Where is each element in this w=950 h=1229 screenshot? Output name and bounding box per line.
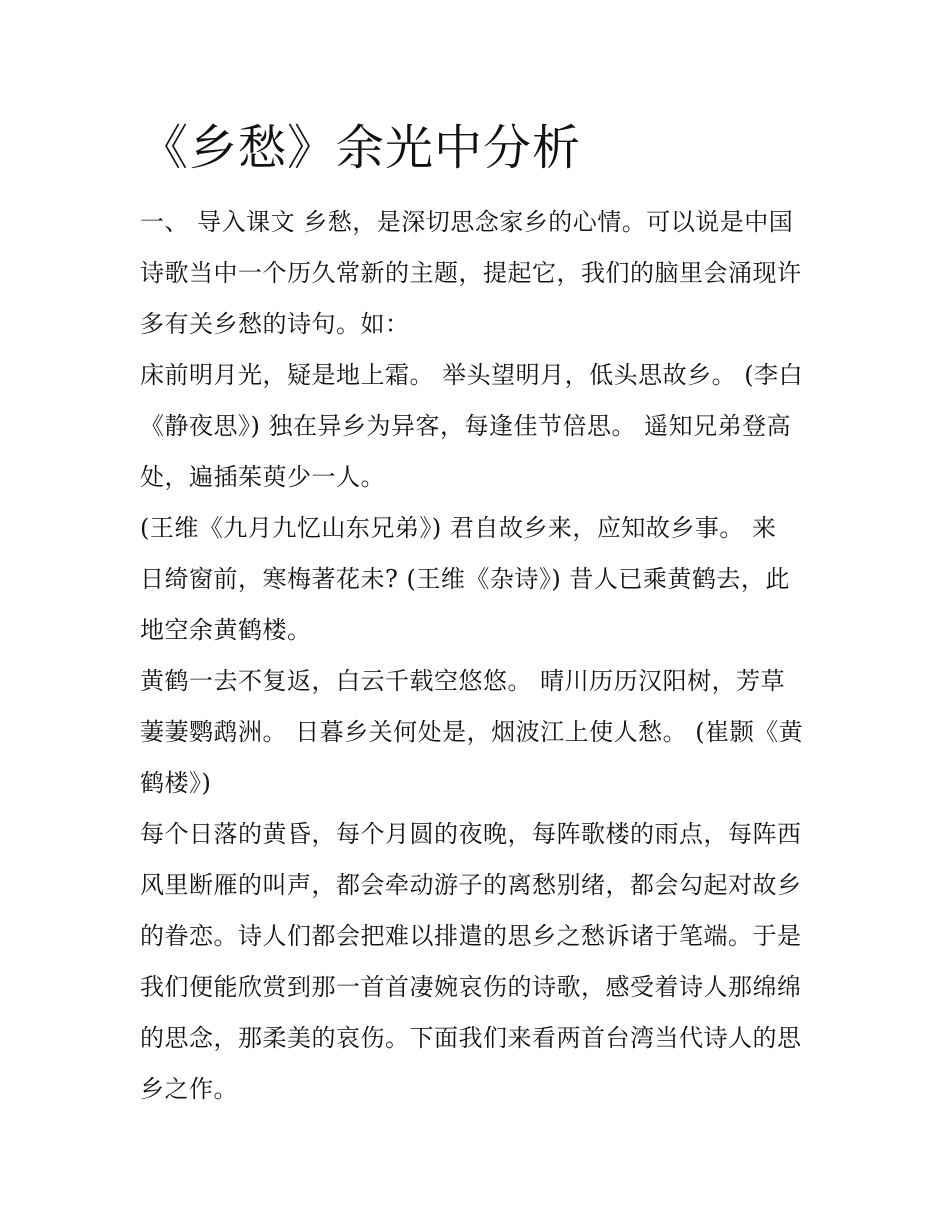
text-line: 乡之作。: [140, 1075, 238, 1103]
text-line: 日绮窗前，寒梅著花未? (王维《杂诗》) 昔人已乘黄鹤去，此: [140, 565, 790, 593]
text-line: 黄鹤一去不复返，白云千载空悠悠。 晴川历历汉阳树，芳草: [140, 667, 786, 695]
text-line: (王维《九月九忆山东兄弟》) 君自故乡来，应知故乡事。 来: [140, 514, 777, 542]
text-line: 的思念，那柔美的哀伤。下面我们来看两首台湾当代诗人的思: [140, 1024, 802, 1052]
text-line: 一、 导入课文 乡愁，是深切思念家乡的心情。可以说是中国: [140, 208, 794, 236]
text-line: 我们便能欣赏到那一首首凄婉哀伤的诗歌，感受着诗人那绵绵: [140, 973, 802, 1001]
text-line: 鹤楼》): [140, 769, 212, 797]
text-line: 床前明月光，疑是地上霜。 举头望明月，低头思故乡。 (李白: [140, 361, 804, 389]
text-line: 多有关乡愁的诗句。如：: [140, 310, 410, 338]
text-line: 的眷恋。诗人们都会把难以排遣的思乡之愁诉诸于笔端。于是: [140, 922, 802, 950]
text-line: 地空余黄鹤楼。: [140, 616, 312, 644]
document-title: 《乡愁》余光中分析: [140, 120, 582, 176]
text-line: 《静夜思》) 独在异乡为异客，每逢佳节倍思。 遥知兄弟登高: [140, 412, 792, 440]
text-line: 每个日落的黄昏，每个月圆的夜晚，每阵歌楼的雨点，每阵西: [140, 820, 802, 848]
text-line: 处，遍插茱萸少一人。: [140, 463, 385, 491]
text-line: 萋萋鹦鹉洲。 日暮乡关何处是，烟波江上使人愁。 (崔颢《黄: [140, 718, 804, 746]
text-line: 诗歌当中一个历久常新的主题，提起它，我们的脑里会涌现许: [140, 259, 802, 287]
text-line: 风里断雁的叫声，都会牵动游子的离愁别绪，都会勾起对故乡: [140, 871, 802, 899]
